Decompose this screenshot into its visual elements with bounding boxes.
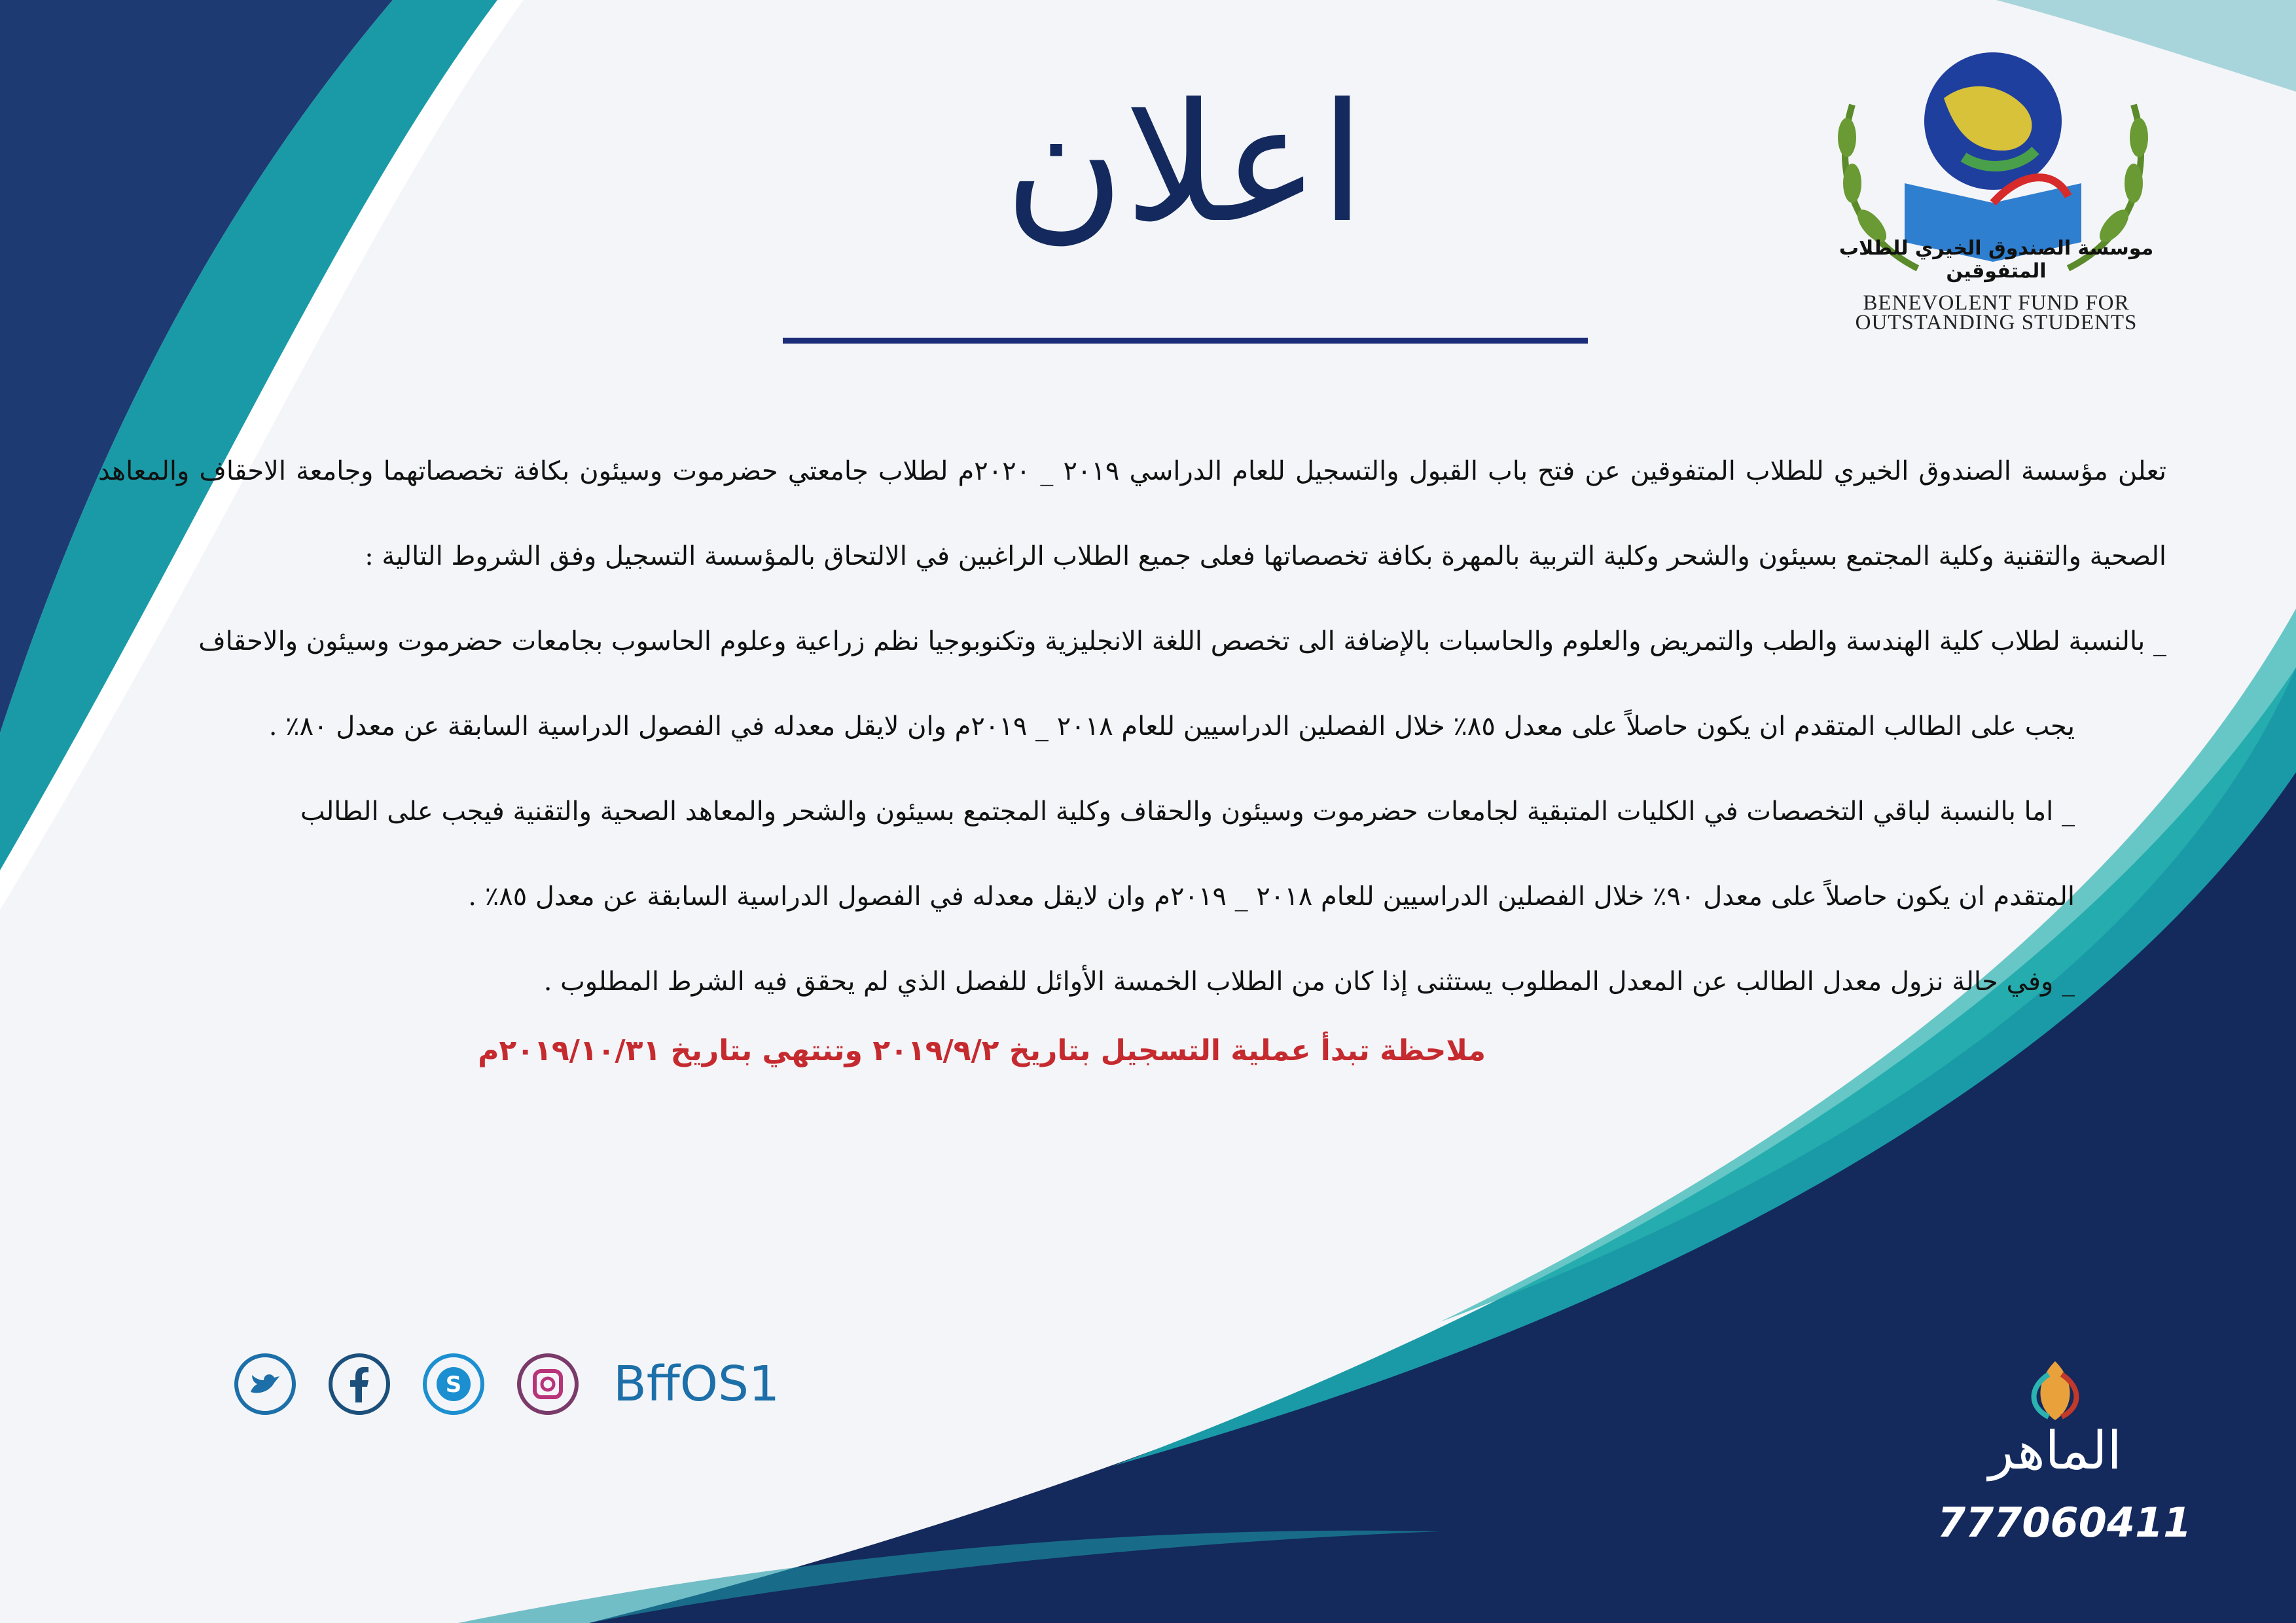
paragraph-condition-2: _ اما بالنسبة لباقي التخصصات في الكليات المتبقية لجامعات حضرموت وسيئون والحقاف وكلية المجتمع بسيئون والشحر والمعاهد الصحية والتقنية فيجب على الطالب [300,796,2075,827]
paragraph-condition-2-detail: المتقدم ان يكون حاصلاً على معدل ٩٠٪ خلال الفصلين الدراسيين للعام ٢٠١٨ _ ٢٠١٩م وان لايقل معدله في الفصول الدراسية السابقة عن معدل ٨٥٪ . [468,882,2075,912]
globe-icon [1924,52,2062,190]
logo-english-line-2: OUTSTANDING STUDENTS [1855,311,2138,334]
paragraph-intro: تعلن مؤسسة الصندوق الخيري للطلاب المتفوقين عن فتح باب القبول والتسجيل للعام الدراسي ٢٠١٩ _ ٢٠٢٠م لطلاب جامعتي حضرموت وسيئون بكافة تخصصاتهما وجامعة الاحقاف والمعاهد الصحية والتقنية وكلية المجتمع بسيئون والشحر وكلية التربية بالمهرة بكافة تخصصاتها فعلى جميع الطلاب الراغبين في الالتحاق بالمؤسسة التسجيل وفق الشروط التالية : [98,456,2166,571]
logo-arabic-name: موسسة الصندوق الخيري للطلاب المتفوقين [1839,237,2154,283]
paragraph-exception: _ وفي حالة نزول معدل الطالب عن المعدل المطلوب يستثنى إذا كان من الطلاب الخمسة الأوائل للفصل الذي لم يحقق فيه الشرط المطلوب . [543,967,2075,997]
facebook-icon[interactable] [327,1351,392,1417]
title-underline [783,338,1588,344]
social-handle[interactable]: BffOS1 [613,1356,780,1412]
svg-text:S: S [445,1372,462,1398]
twitter-icon[interactable] [232,1351,298,1417]
registration-note: ملاحظة تبدأ عملية التسجيل بتاريخ ٢٠١٩/٩/٢ وتنتهي بتاريخ ٢٠١٩/١٠/٣١م [478,1034,1486,1067]
paragraph-condition-1-detail: يجب على الطالب المتقدم ان يكون حاصلاً على معدل ٨٥٪ خلال الفصلين الدراسيين للعام ٢٠١٨ _ ٢٠١٩م وان لايقل معدله في الفصول الدراسية السابقة عن معدل ٨٠٪ . [268,711,2075,741]
instagram-icon[interactable] [515,1351,581,1417]
skype-icon[interactable] [421,1351,486,1417]
designer-phone: 777060411 [1937,1499,2192,1546]
logo-english-line-1: BENEVOLENT FUND FOR [1863,291,2130,315]
logo-english-name [1806,293,2186,332]
designer-name: الماهر [1988,1420,2122,1481]
social-links [232,1348,780,1420]
paragraph-condition-1: _ بالنسبة لطلاب كلية الهندسة والطب والتمريض والعلوم والحاسبات بالإضافة الى تخصص اللغة الانجليزية وتكنوبوجيا نظم زراعية وعلوم الحاسوب بجامعات حضرموت وسيئون والاحقاف [198,626,2166,656]
announcement-body [98,429,2166,1024]
announcement-title: اعلان [1004,68,1365,259]
